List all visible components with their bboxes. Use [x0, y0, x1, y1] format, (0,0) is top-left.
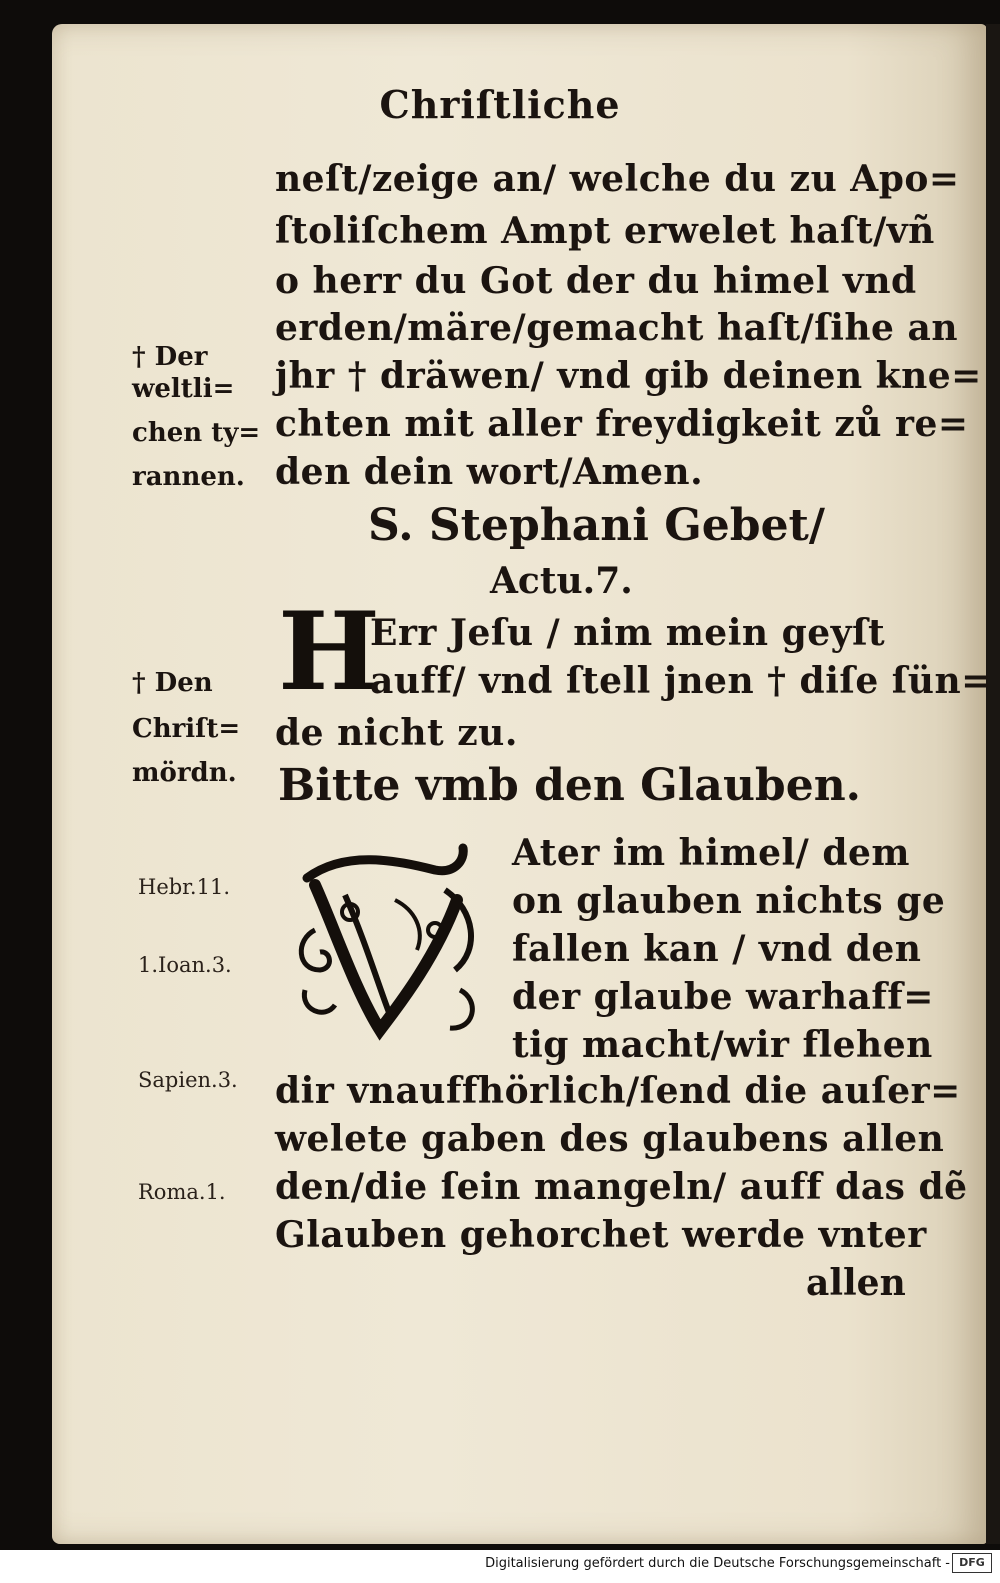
margin-note-line: Chriſt= — [132, 714, 241, 744]
text-line: tig macht/wir flehen — [512, 1024, 933, 1066]
text-line: neſt/zeige an/ welche du zu Apo= — [275, 158, 960, 200]
decorated-initial-v-icon — [285, 840, 490, 1045]
text-line: o herr du Got der du himel vnd — [275, 260, 917, 302]
margin-note-line: rannen. — [132, 462, 245, 492]
margin-reference: Sapien.3. — [138, 1068, 238, 1092]
margin-note-line: weltli= — [132, 374, 235, 404]
text-line: den/die ſein mangeln/ auff das dẽ — [275, 1166, 968, 1208]
text-line: der glaube warhaff= — [512, 976, 934, 1018]
text-line: auff/ vnd ſtell jnen † diſe ſün= — [370, 660, 992, 702]
footer-credit: Digitalisierung gefördert durch die Deutsche Forschungsgemeinschaft - — [485, 1556, 950, 1571]
text-line: erden/märe/gemacht haſt/ſihe an — [275, 307, 958, 349]
margin-note-line: † Der — [132, 342, 208, 372]
catchword: allen — [806, 1262, 906, 1304]
margin-reference: Roma.1. — [138, 1180, 226, 1204]
text-line: dir vnauffhörlich/ſend die auſer= — [275, 1070, 961, 1112]
running-head: Chriſtliche — [379, 82, 621, 127]
margin-note-line: chen ty= — [132, 418, 261, 448]
section-heading: S. Stephani Gebet/ — [368, 500, 825, 551]
text-line: de nicht zu. — [275, 712, 518, 754]
margin-reference: 1.Ioan.3. — [138, 953, 232, 977]
margin-note-line: † Den — [132, 668, 213, 698]
section-heading: Bitte vmb den Glauben. — [278, 760, 861, 811]
dfg-logo-icon: DFG — [952, 1553, 992, 1573]
initial-letter: H — [278, 589, 381, 715]
text-line: chten mit aller freydigkeit zů re= — [275, 403, 969, 445]
section-subheading: Actu.7. — [490, 560, 633, 602]
page-edge-shadow — [986, 24, 1000, 1544]
text-line: Err Jeſu / nim mein geyſt — [370, 612, 886, 654]
text-line: fallen kan / vnd den — [512, 928, 922, 970]
text-line: jhr † dräwen/ vnd gib deinen kne= — [275, 355, 982, 397]
text-line: den dein wort/Amen. — [275, 451, 704, 493]
text-line: ſtoliſchem Ampt erwelet haſt/vñ — [275, 210, 935, 252]
text-line: Ater im himel/ dem — [512, 832, 911, 874]
text-line: on glauben nichts ge — [512, 880, 946, 922]
margin-note-line: mördn. — [132, 758, 237, 788]
text-line: Glauben gehorchet werde vnter — [275, 1214, 927, 1256]
text-line: welete gaben des glaubens allen — [275, 1118, 945, 1160]
margin-reference: Hebr.11. — [138, 875, 230, 899]
